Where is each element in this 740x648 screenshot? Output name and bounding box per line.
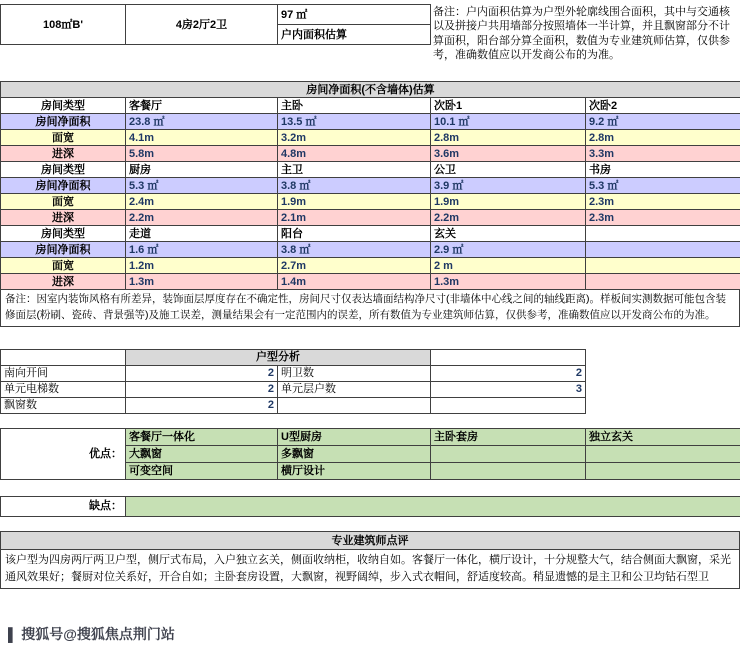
- room-area-cell: 2.9 ㎡: [431, 242, 586, 258]
- room-width-cell: 1.9m: [278, 194, 431, 210]
- unit-analysis-table: [0, 349, 586, 414]
- room-type-cell: 阳台: [278, 226, 431, 242]
- room-depth-cell: 3.3m: [586, 146, 740, 162]
- analysis-label: 明卫数: [278, 365, 431, 381]
- analysis-label: 飘窗数: [1, 397, 126, 413]
- table-row: [1, 496, 740, 516]
- room-area-cell: 1.6 ㎡: [126, 242, 278, 258]
- room-table-title: 房间净面积(不含墙体)估算: [1, 82, 740, 98]
- room-width-cell: 2.3m: [586, 194, 740, 210]
- room-width-cell: 2.7m: [278, 258, 431, 274]
- room-area-cell: 9.2 ㎡: [586, 114, 740, 130]
- analysis-label: 单元层户数: [278, 381, 431, 397]
- pros-item: [431, 445, 586, 462]
- row-label-area: 房间净面积: [1, 114, 126, 130]
- room-type-cell: 主卫: [278, 162, 431, 178]
- room-type-cell: [586, 226, 740, 242]
- row-label-type: 房间类型: [1, 226, 126, 242]
- analysis-value: 2: [126, 365, 278, 381]
- header-table: [0, 4, 431, 45]
- row-label-width: 面宽: [1, 130, 126, 146]
- watermark: [8, 624, 175, 644]
- pros-item: [586, 462, 740, 479]
- table-row: [1, 365, 586, 381]
- room-depth-cell: 1.3m: [431, 274, 586, 290]
- pros-item: [586, 445, 740, 462]
- room-width-cell: 2.8m: [586, 130, 740, 146]
- review-title: 专业建筑师点评: [0, 531, 740, 550]
- room-area-cell: 5.3 ㎡: [126, 178, 278, 194]
- header-block: [0, 0, 740, 63]
- room-area-cell: 3.8 ㎡: [278, 242, 431, 258]
- pros-item: 主卧套房: [431, 428, 586, 445]
- room-width-cell: 1.2m: [126, 258, 278, 274]
- table-row: [1, 114, 740, 130]
- room-width-cell: 1.9m: [431, 194, 586, 210]
- row-label-type: 房间类型: [1, 98, 126, 114]
- analysis-label: 南向开间: [1, 365, 126, 381]
- room-area-cell: 3.8 ㎡: [278, 178, 431, 194]
- pros-item: 大飘窗: [126, 445, 278, 462]
- row-label-width: 面宽: [1, 258, 126, 274]
- table-row: [1, 258, 740, 274]
- pros-item: U型厨房: [278, 428, 431, 445]
- pros-item: 独立玄关: [586, 428, 740, 445]
- area-estimate-note: 备注：户内面积估算为户型外轮廓线围合面积，其中与交通核以及拼接户共用墙部分按照墙体一半计算，并且飘窗部分不计算面积，阳台部分算全面积，数值为专业建筑师估算，仅供参考，准确数值应以开发商公布的为准。: [433, 6, 730, 61]
- room-area-cell: 23.8 ㎡: [126, 114, 278, 130]
- room-width-cell: 3.2m: [278, 130, 431, 146]
- room-type-cell: 公卫: [431, 162, 586, 178]
- room-width-cell: 2.8m: [431, 130, 586, 146]
- room-depth-cell: 2.2m: [431, 210, 586, 226]
- room-type-cell: 玄关: [431, 226, 586, 242]
- room-depth-cell: 5.8m: [126, 146, 278, 162]
- pros-label: 优点：: [1, 428, 126, 479]
- cons-content: [126, 496, 740, 516]
- room-depth-cell: 1.4m: [278, 274, 431, 290]
- room-area-cell: 13.5 ㎡: [278, 114, 431, 130]
- table-row: [1, 146, 740, 162]
- room-type-cell: 次卧1: [431, 98, 586, 114]
- row-label-depth: 进深: [1, 274, 126, 290]
- table-row: [1, 428, 740, 445]
- room-depth-cell: 4.8m: [278, 146, 431, 162]
- table-row: [1, 178, 740, 194]
- analysis-value: 2: [431, 365, 586, 381]
- table-row: [1, 274, 740, 290]
- analysis-value: 3: [431, 381, 586, 397]
- row-label-depth: 进深: [1, 146, 126, 162]
- pros-item: 横厅设计: [278, 462, 431, 479]
- row-label-type: 房间类型: [1, 162, 126, 178]
- row-label-area: 房间净面积: [1, 242, 126, 258]
- row-label-width: 面宽: [1, 194, 126, 210]
- indoor-area-label: 户内面积估算: [278, 25, 431, 45]
- review-text: 该户型为四房两厅两卫户型，侧厅式布局，入户独立玄关，侧面收纳柜，收纳自如。客餐厅一体化，横厅设计，十分规整大气，结合侧面大飘窗，采光通风效果好；餐厨对位关系好，开合自如；主卧套房设置，大飘窗，视野阔绰，步入式衣帽间，舒适度较高。稍显遗憾的是主卫和公卫均钻石型卫: [0, 550, 740, 589]
- cons-label: 缺点：: [1, 496, 126, 516]
- room-depth-cell: [586, 274, 740, 290]
- indoor-area-value: 97 ㎡: [278, 5, 431, 25]
- room-depth-cell: 2.2m: [126, 210, 278, 226]
- analysis-value: 2: [126, 397, 278, 413]
- analysis-spacer-cell: [1, 349, 126, 365]
- pros-item: 客餐厅一体化: [126, 428, 278, 445]
- analysis-title: 户型分析: [126, 349, 431, 365]
- table-row: [1, 210, 740, 226]
- room-depth-cell: 2.3m: [586, 210, 740, 226]
- room-width-cell: 2 m: [431, 258, 586, 274]
- table-row: [1, 349, 586, 365]
- table-row: [1, 226, 740, 242]
- room-width-cell: 4.1m: [126, 130, 278, 146]
- analysis-value: [431, 397, 586, 413]
- room-width-cell: 2.4m: [126, 194, 278, 210]
- table-row: [1, 194, 740, 210]
- unit-layout: 4房2厅2卫: [126, 5, 278, 45]
- room-area-cell: 10.1 ㎡: [431, 114, 586, 130]
- cons-table: [0, 496, 740, 517]
- room-type-cell: 客餐厅: [126, 98, 278, 114]
- pros-item: [431, 462, 586, 479]
- room-area-table: [0, 81, 740, 290]
- analysis-label: [278, 397, 431, 413]
- measurement-disclaimer-note: 备注：因室内装饰风格有所差异，装饰面层厚度存在不确定性，房间尺寸仅表达墙面结构净尺寸(非墙体中心线之间的轴线距离)。样板间实测数据可能包含装修面层(粉刷、瓷砖、背景强等)及施工误差，测量结果会有一定范围内的误差，所有数值为专业建筑师估算，仅供参考，准确数值应以开发商公布的为准。: [0, 290, 740, 327]
- row-label-depth: 进深: [1, 210, 126, 226]
- table-row: [1, 98, 740, 114]
- room-depth-cell: 2.1m: [278, 210, 431, 226]
- room-type-cell: 厨房: [126, 162, 278, 178]
- table-row: [1, 397, 586, 413]
- analysis-value: 2: [126, 381, 278, 397]
- room-depth-cell: 1.3m: [126, 274, 278, 290]
- table-row: [1, 381, 586, 397]
- watermark-text: 搜狐号@搜狐焦点荆门站: [21, 626, 175, 642]
- analysis-label: 单元电梯数: [1, 381, 126, 397]
- room-area-cell: [586, 242, 740, 258]
- pros-item: 可变空间: [126, 462, 278, 479]
- room-type-cell: 主卧: [278, 98, 431, 114]
- room-area-cell: 5.3 ㎡: [586, 178, 740, 194]
- room-type-cell: 书房: [586, 162, 740, 178]
- pros-table: [0, 428, 740, 480]
- table-row: [1, 130, 740, 146]
- room-type-cell: 次卧2: [586, 98, 740, 114]
- row-label-area: 房间净面积: [1, 178, 126, 194]
- analysis-spacer-cell: [431, 349, 586, 365]
- room-width-cell: [586, 258, 740, 274]
- room-depth-cell: 3.6m: [431, 146, 586, 162]
- unit-name: 108㎡B': [1, 5, 126, 45]
- table-row: [1, 242, 740, 258]
- sohu-logo-icon: ▌: [8, 626, 18, 642]
- room-area-cell: 3.9 ㎡: [431, 178, 586, 194]
- pros-item: 多飘窗: [278, 445, 431, 462]
- room-type-cell: 走道: [126, 226, 278, 242]
- table-row: [1, 162, 740, 178]
- architect-review-section: [0, 531, 740, 589]
